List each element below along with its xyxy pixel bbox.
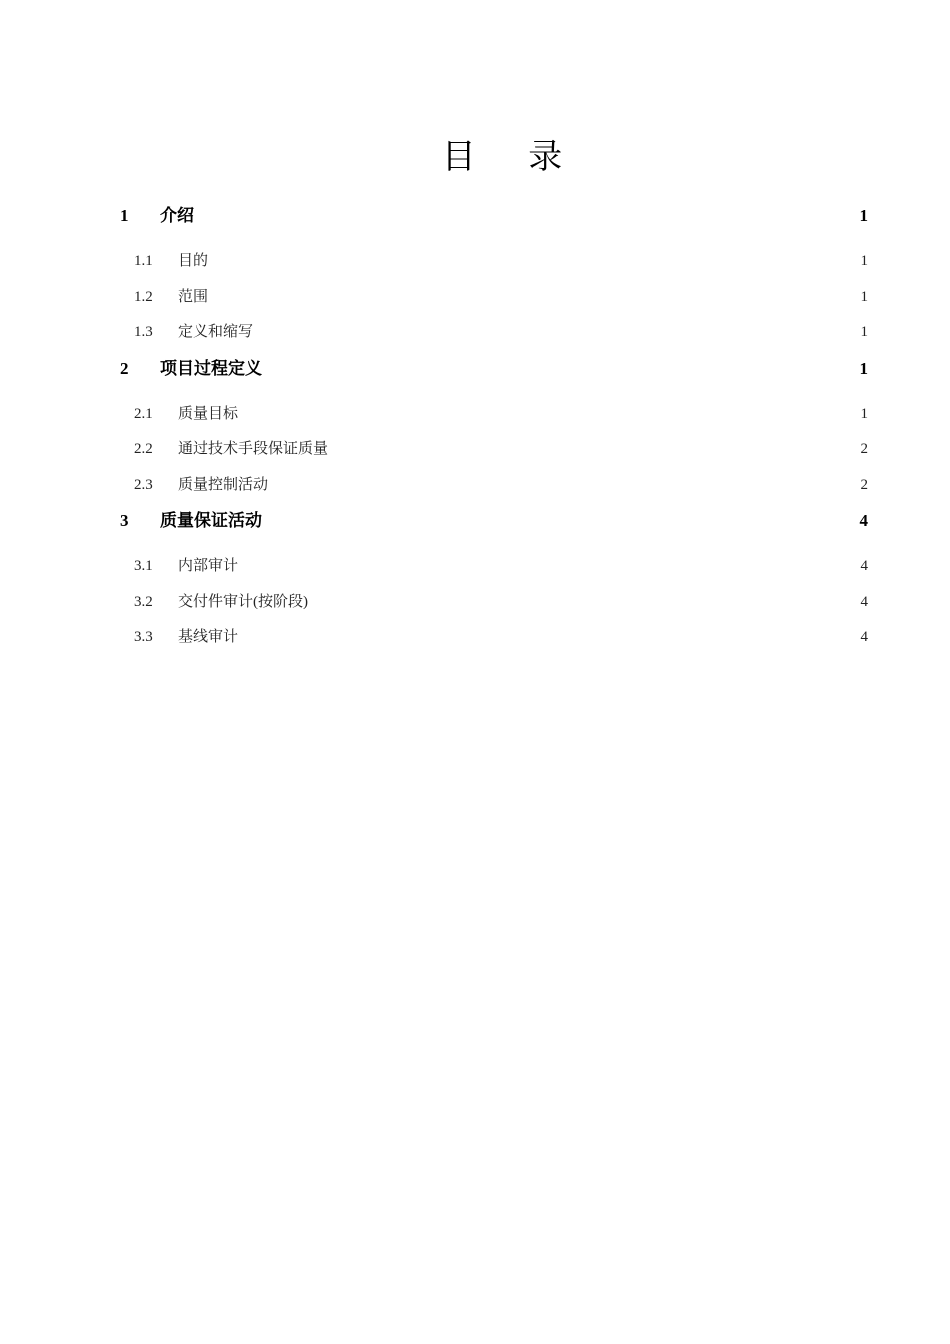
- toc-entry-3-2[interactable]: [118, 585, 868, 621]
- toc-number: 1.1: [134, 253, 153, 269]
- dot-leader: [239, 555, 859, 570]
- toc-label: 质量控制活动: [178, 476, 269, 493]
- toc-number: 2: [120, 358, 129, 378]
- toc-label: 目的: [178, 253, 209, 269]
- toc-page-number: 2: [860, 476, 868, 493]
- dot-leader: [209, 286, 859, 301]
- toc-section-3: [118, 503, 868, 656]
- toc-entry-2-1[interactable]: [118, 397, 868, 433]
- toc-number: 2.1: [134, 405, 153, 422]
- toc-entry-1-1[interactable]: [118, 244, 868, 280]
- toc-page-number: 4: [859, 511, 868, 530]
- toc-number: 1.3: [134, 324, 153, 340]
- toc-label: 质量目标: [178, 405, 239, 422]
- toc-page-number: 1: [860, 324, 868, 340]
- toc-section-1: [118, 198, 868, 351]
- dot-leader: [239, 626, 859, 641]
- toc-section-2: [118, 351, 868, 504]
- toc-number: 3.2: [134, 593, 153, 610]
- dot-leader: [269, 474, 859, 489]
- toc-page-number: 1: [859, 358, 868, 378]
- toc-page-number: 1: [860, 253, 868, 269]
- dot-leader: [239, 403, 859, 418]
- dot-leader: [263, 509, 859, 526]
- toc-entry-2-2[interactable]: [118, 432, 868, 468]
- toc-label: 项目过程定义: [160, 358, 262, 378]
- toc-label: 交付件审计(按阶段): [178, 593, 308, 610]
- toc-page-number: 2: [860, 441, 868, 457]
- toc-entry-1-3[interactable]: [118, 315, 868, 351]
- dot-leader: [209, 250, 859, 265]
- toc-label: 基线审计: [178, 629, 239, 645]
- toc-label: 介绍: [160, 206, 194, 225]
- toc-number: 3: [120, 511, 129, 530]
- toc-entry-2[interactable]: [118, 351, 868, 397]
- toc-entry-3-1[interactable]: [118, 549, 868, 585]
- toc-number: 3.1: [134, 558, 153, 574]
- toc-page-number: 1: [860, 405, 868, 422]
- toc-entry-1-2[interactable]: [118, 280, 868, 316]
- toc-label: 内部审计: [178, 558, 239, 574]
- toc-page-number: 4: [860, 629, 868, 645]
- toc-entry-1[interactable]: [118, 198, 868, 244]
- toc-label: 定义和缩写: [178, 324, 254, 340]
- dot-leader: [329, 438, 859, 453]
- toc-page-number: 4: [860, 558, 868, 574]
- page-title: 目 录: [441, 139, 585, 176]
- toc-number: 1.2: [134, 288, 153, 305]
- toc-page-number: 1: [860, 288, 868, 305]
- toc-label: 质量保证活动: [160, 511, 262, 530]
- dot-leader: [309, 591, 860, 606]
- toc-label: 范围: [178, 288, 209, 305]
- toc-entry-2-3[interactable]: [118, 468, 868, 504]
- dot-leader: [254, 321, 859, 336]
- toc-page-number: 1: [859, 206, 868, 225]
- toc-number: 2.2: [134, 441, 153, 457]
- toc-entry-3[interactable]: [118, 503, 868, 549]
- dot-leader: [195, 204, 859, 221]
- toc-number: 3.3: [134, 629, 153, 645]
- toc-number: 2.3: [134, 476, 153, 493]
- toc-number: 1: [120, 206, 129, 225]
- table-of-contents: [118, 198, 868, 656]
- toc-page-number: 4: [860, 593, 868, 610]
- toc-label: 通过技术手段保证质量: [178, 441, 329, 457]
- dot-leader: [263, 357, 859, 374]
- toc-entry-3-3[interactable]: [118, 620, 868, 656]
